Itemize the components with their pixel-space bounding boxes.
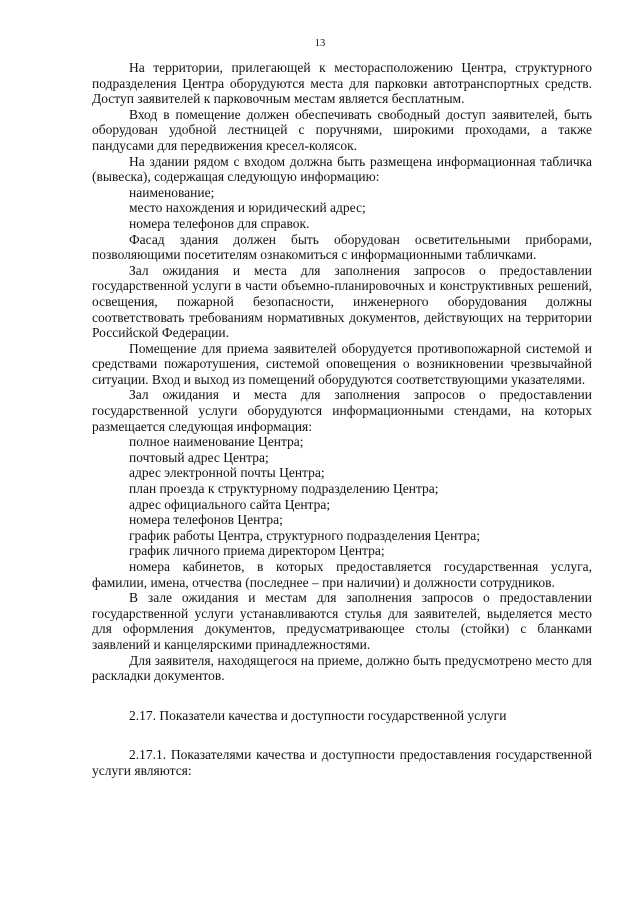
list-item: номера кабинетов, в которых предоставляется государственная услуга, фамилии, имена, отчества (последнее – при наличии) и должности сотрудников.	[92, 559, 592, 590]
list-item: почтовый адрес Центра;	[129, 449, 269, 465]
list-item: место нахождения и юридический адрес;	[129, 200, 366, 216]
paragraph-waiting-hall: Зал ожидания и места для заполнения запросов о предоставлении государственной услуги в части объемно-планировочных и конструктивных решений, освещения, пожарной безопасности, инженерного оборудования должны соответствовать требованиям нормативных документов, действующих на территории Российской Федерации.	[92, 262, 592, 341]
list-item: график личного приема директором Центра;	[129, 543, 385, 559]
document-body	[92, 60, 592, 779]
list-item: план проезда к структурному подразделению Центра;	[129, 481, 439, 497]
paragraph-seating: В зале ожидания и местам для заполнения запросов о предоставлении государственной услуги устанавливаются стулья для заявителей, выделяется место для оформления документов, предусматривающее столы (стойки) с бланками заявлений и канцелярскими принадлежностями.	[92, 590, 592, 652]
paragraph-documents-place: Для заявителя, находящегося на приеме, должно быть предусмотрено место для раскладки документов.	[92, 652, 592, 684]
list-item: номера телефонов для справок.	[129, 215, 310, 231]
list-item: номера телефонов Центра;	[129, 512, 283, 528]
paragraph-parking: На территории, прилегающей к месторасположению Центра, структурного подразделения Центра оборудуются места для парковки автотранспортных средств. Доступ заявителей к парковочным местам является бесплатным.	[92, 60, 592, 107]
paragraph-info-stands: Зал ожидания и места для заполнения запросов о предоставлении государственной услуги оборудуются информационными стендами, на которых размещается следующая информация:	[92, 387, 592, 434]
list-item: полное наименование Центра;	[129, 434, 304, 450]
paragraph-sign: На здании рядом с входом должна быть размещена информационная табличка (вывеска), содержащая следующую информацию:	[92, 153, 592, 185]
page-number: 13	[314, 38, 326, 49]
section-heading: 2.17. Показатели качества и доступности государственной услуги	[129, 707, 507, 723]
paragraph-fire-safety: Помещение для приема заявителей оборудуется противопожарной системой и средствами пожаротушения, системой оповещения о возникновении чрезвычайной ситуации. Вход и выход из помещений оборудуются соответствующими указателями.	[92, 340, 592, 387]
list-item: адрес электронной почты Центра;	[129, 465, 325, 481]
list-item: адрес официального сайта Центра;	[129, 496, 331, 512]
paragraph-facade: Фасад здания должен быть оборудован осветительными приборами, позволяющими посетителям ознакомиться с информационными табличками.	[92, 231, 592, 263]
paragraph-entrance: Вход в помещение должен обеспечивать свободный доступ заявителей, быть оборудован удобной лестницей с поручнями, широкими проходами, а также пандусами для передвижения кресел-колясок.	[92, 106, 592, 153]
list-item: наименование;	[129, 184, 215, 200]
subsection-paragraph: 2.17.1. Показателями качества и доступности предоставления государственной услуги являются:	[92, 747, 592, 778]
list-item: график работы Центра, структурного подразделения Центра;	[129, 527, 480, 543]
